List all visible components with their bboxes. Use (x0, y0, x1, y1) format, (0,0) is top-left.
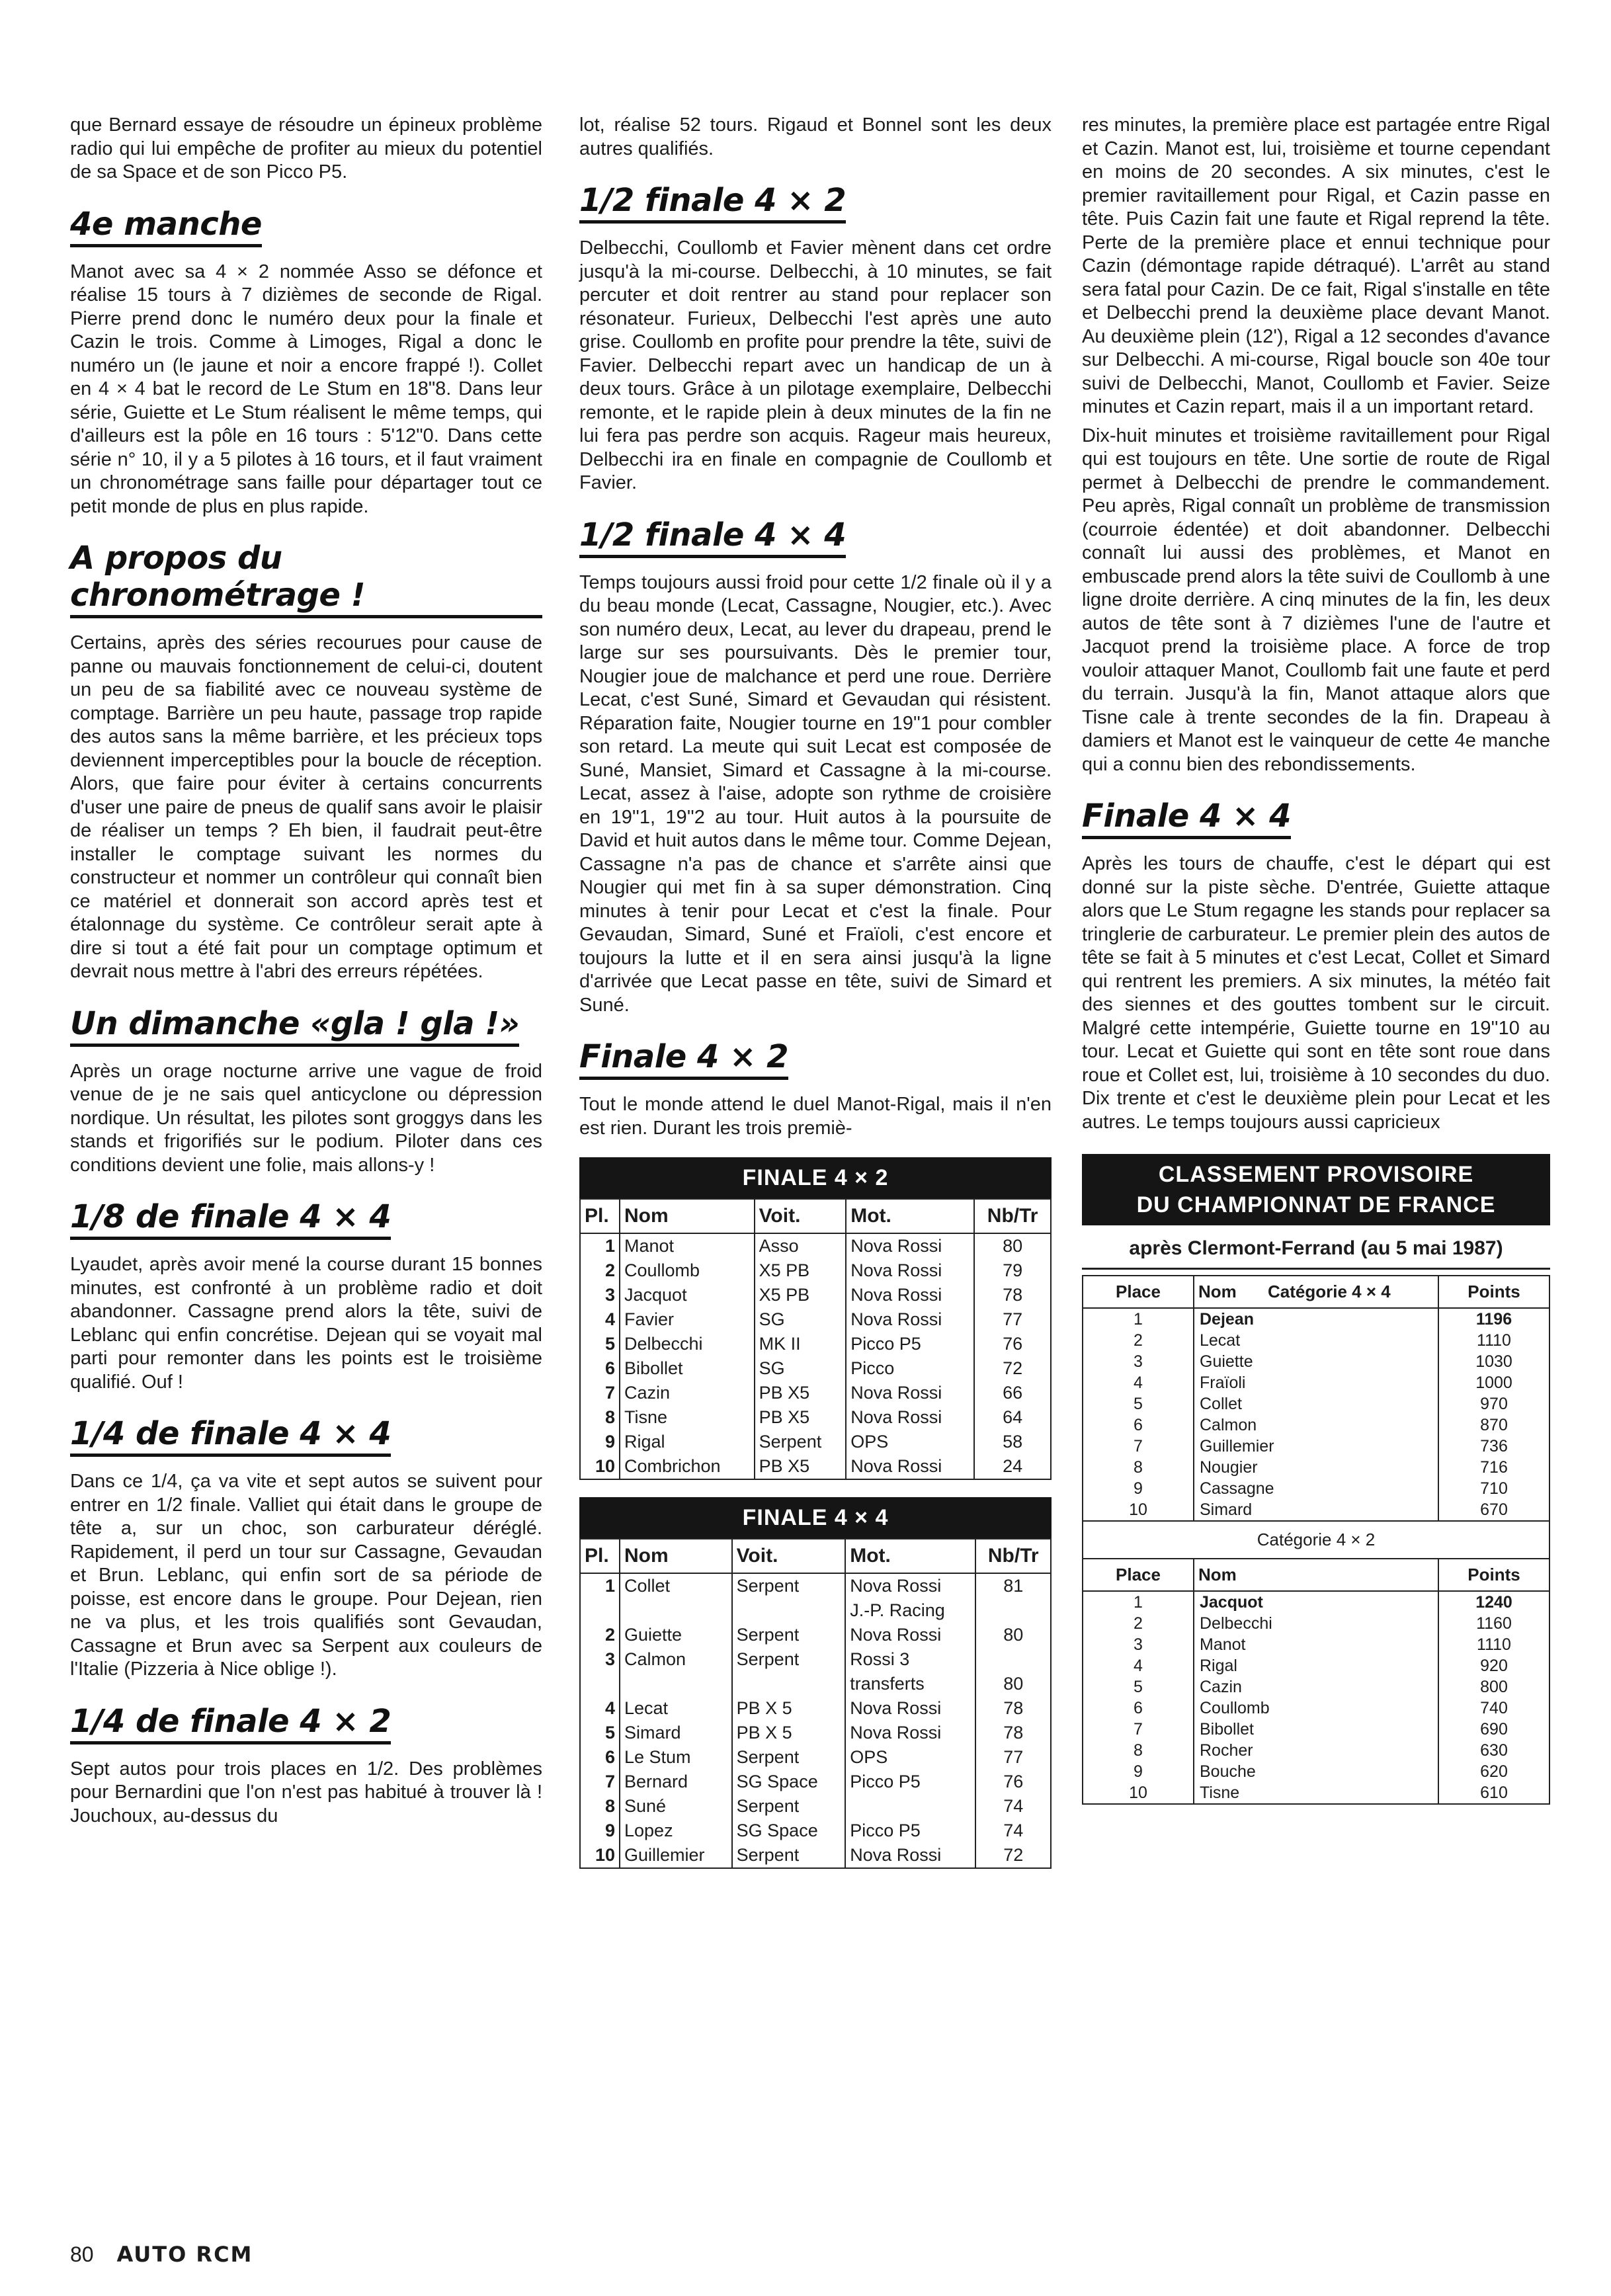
table-cell: 5 (1083, 1676, 1194, 1698)
table-cell: 6 (580, 1745, 620, 1770)
section-heading: A propos du chronométrage ! (70, 540, 542, 618)
table-cell: 2 (580, 1258, 620, 1283)
table-cell: Nougier (1194, 1457, 1438, 1478)
table-row (1083, 1740, 1549, 1761)
table-row (1083, 1436, 1549, 1457)
table-row (580, 1307, 1051, 1332)
table-cell: Nova Rossi (845, 1721, 975, 1745)
table-cell: Nova Rossi (846, 1307, 974, 1332)
table-row (1083, 1457, 1549, 1478)
paragraph: Dans ce 1/4, ça va vite et sept autos se suivent pour entrer en 1/2 finale. Valliet qui était dans le groupe de tête a, sur un choc, son carburateur déréglé. Rapidement, il perd un tour sur Cassagne, Gevaudan et Brun. Leblanc, qui enfin sort de sa période de poisse, est encore dans le groupe. Pour Dejean, rien ne va plus, et les trois qualifiés sont Gevaudan, Cassagne et Brun avec sa Serpent aux couleurs de l'Italie (Pizzeria à Nice oblige !). (70, 1471, 542, 1680)
table-cell: 8 (1083, 1740, 1194, 1761)
table-cell: Picco P5 (845, 1819, 975, 1843)
table-cell (732, 1598, 846, 1623)
table-cell: Coullomb (620, 1258, 755, 1283)
table-cell: Bernard (620, 1770, 732, 1794)
table-cell: Jacquot (620, 1283, 755, 1307)
paragraph: que Bernard essaye de résoudre un épineux problème radio qui lui empêche de profiter au mieux du potentiel de sa Space et de son Picco P5. (70, 114, 542, 183)
table-cell: Rossi 3 (845, 1647, 975, 1672)
table-cell: PB X5 (755, 1405, 847, 1430)
table-cell: 77 (974, 1307, 1051, 1332)
results-table (579, 1198, 1052, 1480)
table-cell: Manot (620, 1233, 755, 1258)
table-cell: Serpent (732, 1794, 846, 1819)
table-cell (580, 1598, 620, 1623)
column-header-label: Nom (1198, 1282, 1237, 1301)
column-header: Place (1083, 1559, 1194, 1591)
table-cell: 3 (1083, 1351, 1194, 1372)
page-number: 80 (70, 2242, 94, 2266)
table-cell: SG Space (732, 1819, 846, 1843)
table-cell: 78 (975, 1696, 1051, 1721)
table-cell: SG (755, 1307, 847, 1332)
table-cell: 64 (974, 1405, 1051, 1430)
table-cell: Guiette (620, 1623, 732, 1647)
paragraph: Temps toujours aussi froid pour cette 1/2 finale où il y a du beau monde (Lecat, Cassagne, Nougier, etc.). Avec son numéro deux, Lecat, au lever du drapeau, prend le large sur ses poursuivants. Dès le premier tour, Nougier joue de malchance et perd une roue. Derrière Lecat, c'est Suné, Simard et Gevaudan qui résistent. Réparation faite, Nougier tourne en 19''1 pour combler son retard. La meute qui suit Lecat est composée de Suné, Mansiet, Simard et Cassagne à la mi-course. Lecat, assez à l'aise, adopte son rythme de croisière en 19''1, 19''2 au tour. Huit autos à la poursuite de David et huit autos dans le même tour. Comme Dejean, Cassagne n'a pas de chance et s'arrête ainsi que Nougier qui met fin à sa super démonstration. Cinq minutes à tenir pour Lecat et c'est la finale. Pour Gevaudan, Simard, Suné et Fraïoli, c'est encore et toujours la lutte et il en sera ainsi jusqu'à la ligne d'arrivée que Lecat passe en tête, suivi de Simard et Suné. (579, 571, 1052, 1016)
table-cell: Simard (620, 1721, 732, 1745)
table-cell: Serpent (732, 1745, 846, 1770)
table-cell: 76 (974, 1332, 1051, 1356)
table-cell: Cazin (1194, 1676, 1438, 1698)
table-cell: Manot (1194, 1634, 1438, 1655)
table-cell: Nova Rossi (846, 1381, 974, 1405)
table-cell: 74 (975, 1794, 1051, 1819)
paragraph: Sept autos pour trois places en 1/2. Des problèmes pour Bernardini que l'on n'est pas habitué à trouver là ! Jouchoux, au-dessus du (70, 1758, 542, 1826)
table-row (1083, 1634, 1549, 1655)
standings-table-4x2 (1082, 1558, 1550, 1805)
section-heading: 1/8 de finale 4 × 4 (70, 1198, 391, 1240)
table-cell: 630 (1438, 1740, 1549, 1761)
column-header: Nb/Tr (974, 1199, 1051, 1233)
column-header: Nom (1194, 1559, 1438, 1591)
paragraph: Tout le monde attend le duel Manot-Rigal, mais il n'en est rien. Durant les trois premiè- (579, 1094, 1052, 1139)
table-cell: Picco (846, 1356, 974, 1381)
table-row (580, 1381, 1051, 1405)
table-cell: 4 (580, 1307, 620, 1332)
table-row (580, 1258, 1051, 1283)
table-row (580, 1332, 1051, 1356)
paragraph: Après un orage nocturne arrive une vague de froid venue de je ne sais quel anticyclone ou dépression nordique. Un résultat, les pilotes sont groggys dans les stands et frigorifiés sur le podium. Piloter dans ces conditions devient une folie, mais allons-y ! (70, 1060, 542, 1176)
table-cell: OPS (845, 1745, 975, 1770)
table-cell: 66 (974, 1381, 1051, 1405)
table-cell (580, 1672, 620, 1696)
table-cell: 2 (1083, 1330, 1194, 1351)
table-cell: 2 (1083, 1613, 1194, 1634)
table-cell: 80 (974, 1233, 1051, 1258)
table-title: FINALE 4 × 4 (579, 1497, 1052, 1538)
table-cell: 6 (1083, 1698, 1194, 1719)
table-cell (732, 1672, 846, 1696)
table-cell: Tisne (1194, 1782, 1438, 1804)
standings-title-line: DU CHAMPIONNAT DE FRANCE (1136, 1192, 1496, 1217)
table-cell: 4 (580, 1696, 620, 1721)
table-cell: Tisne (620, 1405, 755, 1430)
table-cell: 7 (1083, 1436, 1194, 1457)
standings-title (1082, 1154, 1550, 1225)
table-row (1083, 1655, 1549, 1676)
table-cell: Simard (1194, 1499, 1438, 1521)
table-cell: 10 (1083, 1782, 1194, 1804)
table-cell: 736 (1438, 1436, 1549, 1457)
table-row (580, 1598, 1051, 1623)
table-row (1083, 1478, 1549, 1499)
section-heading: Finale 4 × 4 (1082, 798, 1291, 839)
table-cell: 5 (580, 1721, 620, 1745)
table-cell: Fraïoli (1194, 1372, 1438, 1393)
paragraph: Après les tours de chauffe, c'est le départ qui est donné sur la piste sèche. D'entrée, Guiette attaque alors que Le Stum regagne les stands pour replacer sa tringlerie de carburateur. Le premier plein des autos de tête se fait à 5 minutes et c'est Lecat, Collet et Simard qui rentrent les premiers. A six minutes, la météo fait des siennes et des gouttes tombent sur le circuit. Malgré cette intempérie, Guiette tourne en 19''10 au tour. Lecat et Guiette qui sont en tête sont roue dans roue et Collet est, lui, troisième à 10 secondes du duo. Dix trente et c'est le deuxième plein pour Lecat et les autres. Le temps toujours aussi capricieux (1082, 853, 1550, 1133)
table-cell: Picco P5 (846, 1332, 974, 1356)
table-row (580, 1672, 1051, 1696)
table-cell: 1240 (1438, 1591, 1549, 1613)
table-cell: Coullomb (1194, 1698, 1438, 1719)
table-cell: Favier (620, 1307, 755, 1332)
table-cell: Cassagne (1194, 1478, 1438, 1499)
table-cell: Rigal (620, 1430, 755, 1454)
paragraph: lot, réalise 52 tours. Rigaud et Bonnel sont les deux autres qualifiés. (579, 114, 1052, 159)
column-header: Voit. (755, 1199, 847, 1233)
table-cell: Le Stum (620, 1745, 732, 1770)
section-heading: 1/4 de finale 4 × 4 (70, 1415, 391, 1457)
table-cell: Bibollet (620, 1356, 755, 1381)
table-cell: J.-P. Racing (845, 1598, 975, 1623)
table-cell: Rigal (1194, 1655, 1438, 1676)
paragraph: res minutes, la première place est partagée entre Rigal et Cazin. Manot est, lui, troisième et tourne cependant en moins de 20 secondes. A six minutes, c'est le premier ravitaillement pour Rigal, et Cazin passe en tête. Puis Cazin fait une faute et Rigal reprend la tête. Perte de la première place et ennui technique pour Cazin (démontage rapide détraqué). L'arrêt au stand sera fatal pour Cazin. De ce fait, Rigal s'installe en tête et Delbecchi prend la deuxième place devant Manot. Au deuxième plein (12'), Rigal a 12 secondes d'avance sur Delbecchi. A mi-course, Rigal boucle son 40e tour suivi de Delbecchi, Manot, Coullomb et Favier. Seize minutes et Cazin repart, mais il a un important retard. (1082, 114, 1550, 417)
table-row (580, 1647, 1051, 1672)
section-heading: Un dimanche «gla ! gla !» (70, 1005, 519, 1047)
table-cell: 1 (580, 1233, 620, 1258)
column-header: Mot. (845, 1539, 975, 1573)
table-row (580, 1819, 1051, 1843)
table-cell: 1110 (1438, 1634, 1549, 1655)
table-cell: Nova Rossi (845, 1696, 975, 1721)
table-row (580, 1430, 1051, 1454)
table-cell: 970 (1438, 1393, 1549, 1414)
table-row (1083, 1613, 1549, 1634)
table-cell: 710 (1438, 1478, 1549, 1499)
table-cell: Nova Rossi (846, 1283, 974, 1307)
table-cell: 4 (1083, 1655, 1194, 1676)
table-cell: 1 (1083, 1591, 1194, 1613)
table-row (1083, 1591, 1549, 1613)
table-cell: Suné (620, 1794, 732, 1819)
table-cell: 78 (974, 1283, 1051, 1307)
table-cell: 6 (580, 1356, 620, 1381)
table-cell: PB X 5 (732, 1721, 846, 1745)
table-row (580, 1283, 1051, 1307)
section-heading: 1/2 finale 4 × 4 (579, 516, 846, 558)
section-heading: 1/4 de finale 4 × 2 (70, 1703, 391, 1744)
table-cell: Asso (755, 1233, 847, 1258)
table-cell: 74 (975, 1819, 1051, 1843)
table-cell: 72 (974, 1356, 1051, 1381)
table-cell: Guillemier (620, 1843, 732, 1868)
table-cell: Nova Rossi (845, 1623, 975, 1647)
table-cell: 10 (1083, 1499, 1194, 1521)
table-cell: MK II (755, 1332, 847, 1356)
table-cell: Calmon (1194, 1414, 1438, 1436)
table-cell: SG (755, 1356, 847, 1381)
table-cell: Serpent (732, 1623, 846, 1647)
column-header: Points (1438, 1276, 1549, 1308)
table-cell: 58 (974, 1430, 1051, 1454)
table-cell: X5 PB (755, 1258, 847, 1283)
table-row (580, 1573, 1051, 1598)
table-row (1083, 1782, 1549, 1804)
results-table-finale-4x2 (579, 1157, 1052, 1480)
table-cell: 2 (580, 1623, 620, 1647)
table-cell: 9 (1083, 1478, 1194, 1499)
table-cell: 3 (580, 1283, 620, 1307)
table-cell: 8 (580, 1794, 620, 1819)
table-cell: 80 (975, 1623, 1051, 1647)
section-heading: 4e manche (70, 206, 262, 247)
table-cell: Picco P5 (845, 1770, 975, 1794)
table-cell: 78 (975, 1721, 1051, 1745)
table-cell (975, 1647, 1051, 1672)
table-cell: 8 (1083, 1457, 1194, 1478)
category-label: Catégorie 4 × 4 (1268, 1282, 1391, 1301)
table-cell: 8 (580, 1405, 620, 1430)
column-2 (579, 114, 1052, 1881)
table-row (580, 1356, 1051, 1381)
table-cell: Guillemier (1194, 1436, 1438, 1457)
table-cell: SG Space (732, 1770, 846, 1794)
table-cell: 1196 (1438, 1308, 1549, 1330)
table-cell: Nova Rossi (846, 1405, 974, 1430)
table-cell: PB X5 (755, 1454, 847, 1479)
table-cell: PB X 5 (732, 1696, 846, 1721)
table-row (580, 1721, 1051, 1745)
table-cell: Nova Rossi (845, 1573, 975, 1598)
table-cell: PB X5 (755, 1381, 847, 1405)
table-row (1083, 1676, 1549, 1698)
table-cell: Nova Rossi (845, 1843, 975, 1868)
table-cell (975, 1598, 1051, 1623)
standings-title-line: CLASSEMENT PROVISOIRE (1158, 1162, 1474, 1187)
column-1 (70, 114, 542, 1833)
table-cell: Rocher (1194, 1740, 1438, 1761)
table-cell: 7 (1083, 1719, 1194, 1740)
table-cell: Collet (1194, 1393, 1438, 1414)
table-cell: 10 (580, 1843, 620, 1868)
table-cell: Lopez (620, 1819, 732, 1843)
table-cell: 3 (1083, 1634, 1194, 1655)
column-3 (1082, 114, 1550, 1805)
table-title: FINALE 4 × 2 (579, 1157, 1052, 1198)
table-cell: OPS (846, 1430, 974, 1454)
column-header: Nom (620, 1539, 732, 1573)
section-heading: 1/2 finale 4 × 2 (579, 182, 846, 224)
category-label: Catégorie 4 × 2 (1082, 1522, 1550, 1558)
table-cell: 670 (1438, 1499, 1549, 1521)
standings-table-4x4 (1082, 1275, 1550, 1522)
table-cell: 1160 (1438, 1613, 1549, 1634)
table-cell: Delbecchi (1194, 1613, 1438, 1634)
table-cell: Lecat (1194, 1330, 1438, 1351)
results-table (579, 1538, 1052, 1869)
table-row (580, 1405, 1051, 1430)
table-cell: Lecat (620, 1696, 732, 1721)
table-row (580, 1454, 1051, 1479)
table-cell: 690 (1438, 1719, 1549, 1740)
standings-subtitle: après Clermont-Ferrand (au 5 mai 1987) (1129, 1237, 1503, 1259)
column-header: Voit. (732, 1539, 846, 1573)
table-cell: 5 (580, 1332, 620, 1356)
table-cell: 81 (975, 1573, 1051, 1598)
table-row (1083, 1330, 1549, 1351)
table-cell: 6 (1083, 1414, 1194, 1436)
table-row (580, 1233, 1051, 1258)
table-cell: 10 (580, 1454, 620, 1479)
page-footer (70, 2242, 253, 2267)
section-heading: Finale 4 × 2 (579, 1038, 788, 1080)
paragraph: Dix-huit minutes et troisième ravitaillement pour Rigal qui est toujours en tête. Une sortie de route de Rigal permet à Delbecchi de prendre le commandement. Peu après, Rigal connaît un problème de transmission (courroie édentée) et doit abandonner. Delbecchi connaît lui aussi des problèmes, et Manot en embuscade prend alors la tête suivi de Coullomb à une ligne droite derrière. A cinq minutes de la fin, les deux autos de tête sont à 7 dizièmes l'une de l'autre et Jacquot prend la troisième place. A force de trop vouloir attaquer Manot, Coullomb fait une faute et perd du terrain. Jusqu'à la fin, Manot attaque alors que Tisne cale à trente secondes de la fin. Drapeau à damiers et Manot est le vainqueur de cette 4e manche qui a connu bien des rebondissements. (1082, 425, 1550, 775)
table-cell: Serpent (755, 1430, 847, 1454)
table-row (1083, 1308, 1549, 1330)
table-cell: 7 (580, 1770, 620, 1794)
table-cell: Combrichon (620, 1454, 755, 1479)
table-cell: 77 (975, 1745, 1051, 1770)
column-header: Place (1083, 1276, 1194, 1308)
table-cell: Bibollet (1194, 1719, 1438, 1740)
table-row (580, 1745, 1051, 1770)
table-cell: 7 (580, 1381, 620, 1405)
table-cell: 870 (1438, 1414, 1549, 1436)
table-cell: Jacquot (1194, 1591, 1438, 1613)
table-cell: Serpent (732, 1573, 846, 1598)
table-row (1083, 1761, 1549, 1782)
table-cell: Serpent (732, 1647, 846, 1672)
table-cell: 1 (1083, 1308, 1194, 1330)
divider (1082, 1268, 1550, 1270)
table-cell: Cazin (620, 1381, 755, 1405)
table-cell: Serpent (732, 1843, 846, 1868)
table-cell: 3 (580, 1647, 620, 1672)
table-row (580, 1794, 1051, 1819)
table-row (580, 1623, 1051, 1647)
championship-standings (1082, 1154, 1550, 1805)
table-cell: 80 (975, 1672, 1051, 1696)
table-row (1083, 1698, 1549, 1719)
table-cell: 1 (580, 1573, 620, 1598)
table-cell: 72 (975, 1843, 1051, 1868)
table-row (580, 1696, 1051, 1721)
table-cell: Nova Rossi (846, 1233, 974, 1258)
table-cell: Collet (620, 1573, 732, 1598)
table-cell: 4 (1083, 1372, 1194, 1393)
table-cell: 79 (974, 1258, 1051, 1283)
table-row (1083, 1719, 1549, 1740)
paragraph: Certains, après des séries recourues pour cause de panne ou mauvais fonctionnement de celui-ci, doutent un peu de sa fiabilité avec ce nouveau système de comptage. Barrière un peu haute, passage trop rapide des autos sans la même barrière, et les précieux tops deviennent imperceptibles pour la boucle de réception. Alors, que faire pour éviter à certains concurrents d'user une paire de pneus de qualif sans avoir le plaisir de réaliser un temps ? Eh bien, il faudrait peut-être installer le comptage suivant les normes du constructeur et nommer un contrôleur qui connaît bien ce matériel et donnerait son accord après test et étalonnage du système. Ce contrôleur serait apte à dire si tout a été fait pour un comptage optimum et devrait nous mettre à l'abri des erreurs répétées. (70, 632, 542, 982)
table-cell: Bouche (1194, 1761, 1438, 1782)
magazine-name: AUTO RCM (116, 2242, 253, 2267)
table-cell: Nova Rossi (846, 1258, 974, 1283)
table-cell: Guiette (1194, 1351, 1438, 1372)
table-cell: 9 (580, 1819, 620, 1843)
column-header: Nb/Tr (975, 1539, 1051, 1573)
table-cell: 5 (1083, 1393, 1194, 1414)
paragraph: Delbecchi, Coullomb et Favier mènent dans cet ordre jusqu'à la mi-course. Delbecchi, à 10 minutes, se fait percuter et doit rentrer au stand pour replacer son résonateur. Furieux, Delbecchi l'est après une auto grise. Coullomb en profite pour prendre la tête, suivi de Favier. Delbecchi repart avec un handicap de un à deux tours. Grâce à un pilotage exemplaire, Delbecchi remonte, et le rapide plein à deux minutes de la fin ne lui fera pas perdre son acquis. Rageur mais heureux, Delbecchi ira en finale en compagnie de Coullomb et Favier. (579, 237, 1052, 493)
table-row (1083, 1393, 1549, 1414)
table-cell: 9 (580, 1430, 620, 1454)
table-cell: 620 (1438, 1761, 1549, 1782)
table-cell: 24 (974, 1454, 1051, 1479)
table-cell: 740 (1438, 1698, 1549, 1719)
table-cell: transferts (845, 1672, 975, 1696)
table-cell (845, 1794, 975, 1819)
table-row (1083, 1414, 1549, 1436)
table-cell: 920 (1438, 1655, 1549, 1676)
paragraph: Manot avec sa 4 × 2 nommée Asso se défonce et réalise 15 tours à 7 dizièmes de seconde de Rigal. Pierre prend donc le numéro deux pour la finale et Cazin le trois. Comme à Limoges, Rigal a donc le numéro un (le jaune et noir a encore frappé !). Collet en 4 × 4 bat le record de Le Stum en 18"8. Dans leur série, Guiette et Le Stum réalisent le même temps, qui d'ailleurs est la pôle en 16 tours : 5'12"0. Dans cette série n° 10, il y a 5 pilotes à 16 tours, et il faut vraiment un chronométrage sans faille pour départager tout ce petit monde de plus en plus rapide. (70, 261, 542, 517)
table-cell: 1000 (1438, 1372, 1549, 1393)
table-cell: Nova Rossi (846, 1454, 974, 1479)
table-cell: 9 (1083, 1761, 1194, 1782)
table-cell: 1110 (1438, 1330, 1549, 1351)
table-cell: 76 (975, 1770, 1051, 1794)
column-header (1194, 1276, 1438, 1308)
table-cell: X5 PB (755, 1283, 847, 1307)
table-cell: Calmon (620, 1647, 732, 1672)
table-row (1083, 1499, 1549, 1521)
paragraph: Lyaudet, après avoir mené la course durant 15 bonnes minutes, est confronté à un problème radio et doit abandonner. Cassagne prend alors la tête, suivi de Leblanc qui enfin concrétise. Dejean qui se voyait mal parti pour remonter dans les points est le troisième qualifié. Ouf ! (70, 1254, 542, 1393)
table-cell: Delbecchi (620, 1332, 755, 1356)
table-cell: 716 (1438, 1457, 1549, 1478)
column-header: Pl. (580, 1199, 620, 1233)
column-header: Points (1438, 1559, 1549, 1591)
table-row (1083, 1351, 1549, 1372)
table-cell: Dejean (1194, 1308, 1438, 1330)
column-header: Mot. (846, 1199, 974, 1233)
table-cell (620, 1598, 732, 1623)
table-row (580, 1843, 1051, 1868)
table-row (1083, 1372, 1549, 1393)
table-row (580, 1770, 1051, 1794)
results-table-finale-4x4 (579, 1497, 1052, 1869)
table-cell: 610 (1438, 1782, 1549, 1804)
table-cell: 1030 (1438, 1351, 1549, 1372)
table-cell (620, 1672, 732, 1696)
column-header: Nom (620, 1199, 755, 1233)
table-cell: 800 (1438, 1676, 1549, 1698)
column-header: Pl. (580, 1539, 620, 1573)
